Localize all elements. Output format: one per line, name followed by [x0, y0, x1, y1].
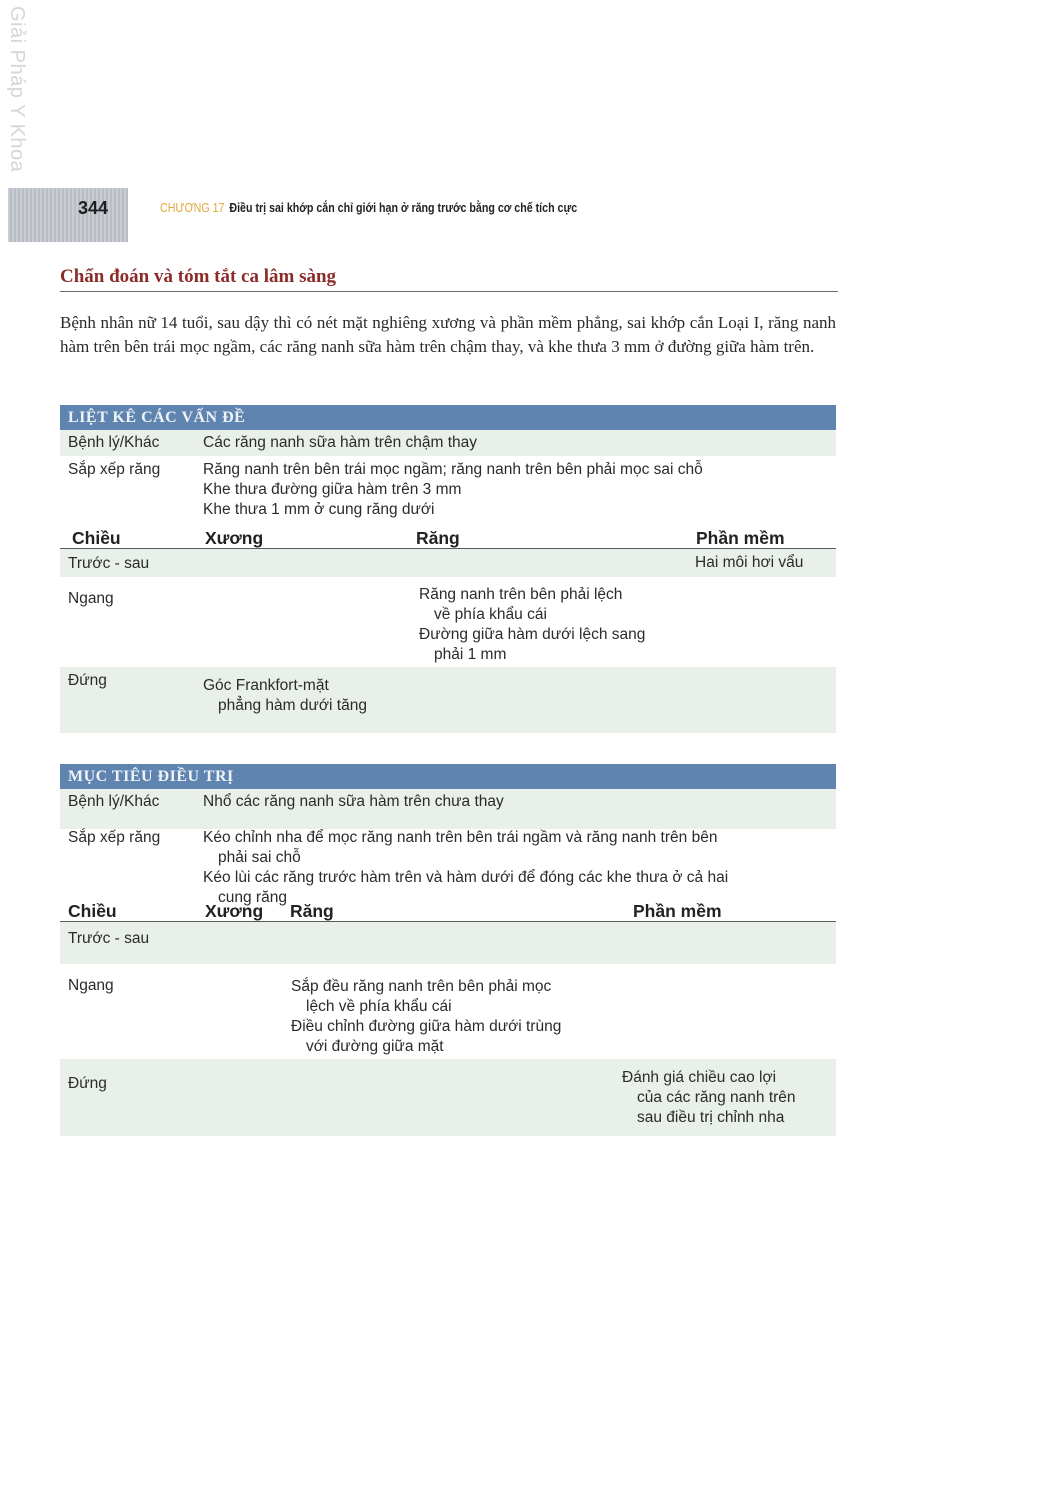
row-label: Bệnh lý/Khác: [68, 434, 160, 451]
problem-table-header: [60, 526, 836, 549]
problem-row-alignment: [60, 456, 836, 526]
goal-row-ap: [60, 922, 836, 964]
treatment-goals-title: MỤC TIÊU ĐIỀU TRỊ: [60, 764, 836, 789]
dental-text: lệch về phía khẩu cái: [306, 998, 452, 1015]
running-head: [160, 200, 577, 215]
goal-row-alignment: [60, 829, 836, 909]
problem-row-pathology: [60, 430, 836, 456]
header-dimension: Chiều: [68, 901, 117, 921]
row-text: Khe thưa đường giữa hàm trên 3 mm: [203, 481, 462, 498]
header-dental: Răng: [416, 528, 460, 548]
row-text: Khe thưa 1 mm ở cung răng dưới: [203, 501, 435, 518]
row-label: Trước - sau: [68, 930, 150, 947]
row-label: Bệnh lý/Khác: [68, 793, 160, 810]
skeletal-text: phẳng hàm dưới tăng: [218, 697, 367, 714]
page-number: 344: [78, 198, 109, 218]
row-text: Kéo lùi các răng trước hàm trên và hàm dưới để đóng các khe thưa ở cả hai: [203, 869, 729, 886]
watermark-text: Giải Pháp Y Khoa: [6, 6, 28, 173]
row-text: cung răng: [218, 889, 287, 906]
watermark: [4, 6, 30, 176]
problem-row-transverse: [60, 577, 836, 667]
row-text: Răng nanh trên bên trái mọc ngầm; răng nanh trên bên phải mọc sai chỗ: [203, 461, 703, 478]
row-label: Sắp xếp răng: [68, 829, 161, 846]
chapter-title: Điều trị sai khớp cắn chỉ giới hạn ở răng trước bằng cơ chế tích cực: [229, 200, 578, 215]
row-text: Nhổ các răng nanh sữa hàm trên chưa thay: [203, 793, 504, 810]
row-label: Đứng: [68, 1075, 107, 1092]
problem-list-box: [60, 405, 836, 733]
soft-text: sau điều trị chỉnh nha: [637, 1109, 785, 1126]
row-text: Kéo chỉnh nha để mọc răng nanh trên bên trái ngầm và răng nanh trên bên: [203, 829, 718, 846]
row-label: Đứng: [68, 672, 107, 689]
header-dimension: Chiều: [72, 528, 121, 548]
problem-list-title: LIỆT KÊ CÁC VẤN ĐỀ: [60, 405, 836, 430]
dental-text: về phía khẩu cái: [434, 606, 547, 623]
header-skeletal: Xương: [205, 528, 264, 548]
dental-text: Điều chỉnh đường giữa hàm dưới trùng: [291, 1018, 562, 1035]
header-dental: Răng: [290, 901, 334, 921]
row-text: Các răng nanh sữa hàm trên chậm thay: [203, 434, 478, 451]
soft-text: Đánh giá chiều cao lợi: [622, 1069, 777, 1086]
dental-text: Sắp đều răng nanh trên bên phải mọc: [291, 978, 552, 995]
row-label: Sắp xếp răng: [68, 461, 161, 478]
problem-row-ap: [60, 549, 836, 577]
row-label: Ngang: [68, 977, 114, 994]
row-label: Ngang: [68, 590, 114, 607]
soft-text: của các răng nanh trên: [637, 1089, 796, 1106]
header-skeletal: Xương: [205, 901, 264, 921]
soft-text: Hai môi hơi vẩu: [695, 554, 804, 571]
dental-text: Đường giữa hàm dưới lệch sang: [419, 626, 646, 643]
goal-row-vertical: [60, 1059, 836, 1136]
row-label: Trước - sau: [68, 555, 150, 572]
dental-text: phải 1 mm: [434, 646, 507, 663]
header-soft-tissue: Phần mềm: [633, 901, 722, 921]
case-summary: Bệnh nhân nữ 14 tuổi, sau dậy thì có nét mặt nghiêng xương và phần mềm phẳng, sai khớp cắn Loại I, răng nanh hàm trên bên trái mọc ngầm, các răng nanh sữa hàm trên chậm thay, và khe thưa 3 mm ở đường giữa hàm trên.: [60, 313, 836, 356]
goal-row-pathology: [60, 789, 836, 829]
problem-row-vertical: [60, 667, 836, 733]
dental-text: với đường giữa mặt: [306, 1038, 444, 1055]
dental-text: Răng nanh trên bên phải lệch: [419, 586, 623, 603]
skeletal-text: Góc Frankfort-mặt: [203, 677, 329, 694]
goal-row-transverse: [60, 964, 836, 1059]
goal-table-header: [60, 899, 836, 922]
row-text: phải sai chỗ: [218, 849, 301, 866]
chapter-label: CHƯƠNG 17: [160, 200, 225, 215]
treatment-goals-box: [60, 764, 836, 1136]
page-number-tab: [8, 188, 128, 242]
section-title: Chẩn đoán và tóm tắt ca lâm sàng: [60, 266, 838, 292]
header-soft-tissue: Phần mềm: [696, 528, 785, 548]
